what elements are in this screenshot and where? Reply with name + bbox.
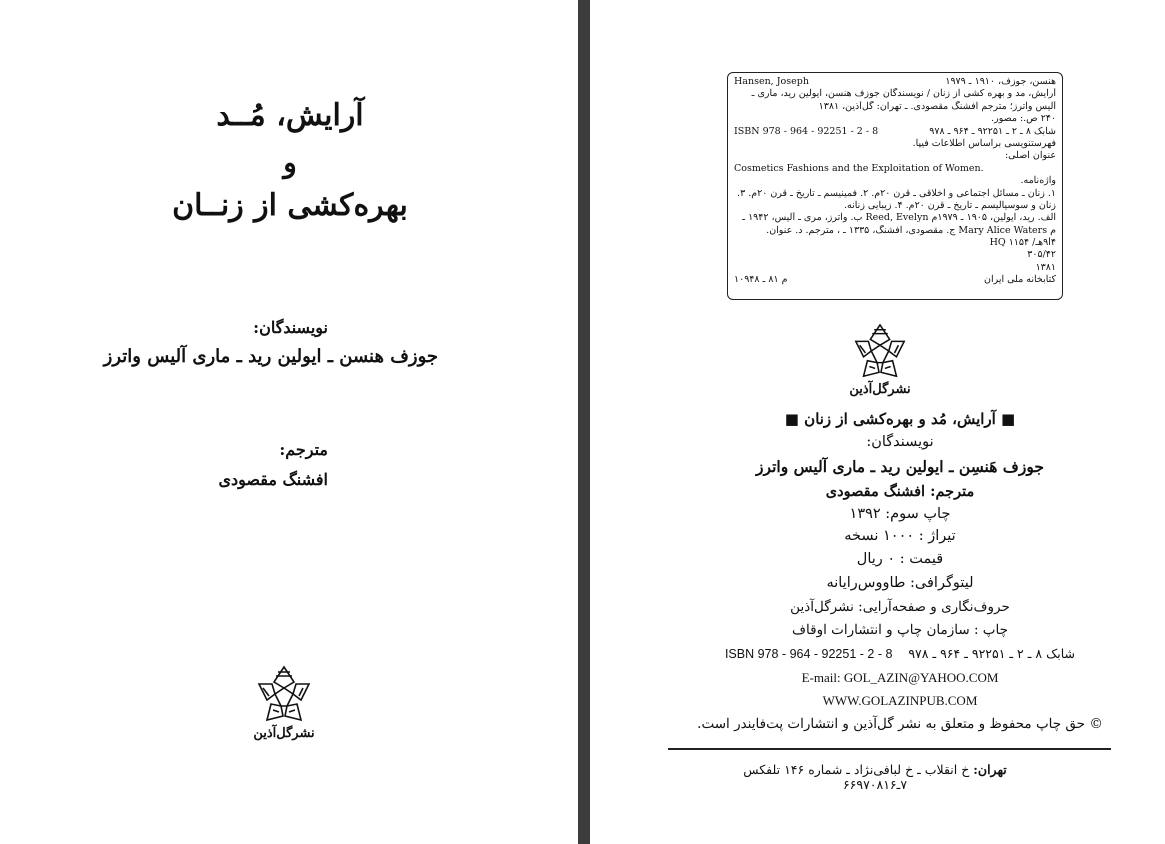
book-title-line-3: بهره‌کشی از زنــان xyxy=(172,188,408,223)
book-spine xyxy=(578,0,590,844)
cip-line: واژه‌نامه. xyxy=(1020,175,1056,187)
imprint-authors: جوزف هَنسِن ـ ایولین رید ـ ماری آلیس واترز xyxy=(756,457,1044,476)
cip-author-fa: هنسن، جوزف، ۱۹۱۰ ـ ۱۹۷۹ xyxy=(945,76,1056,87)
cip-line: فهرستنویسی براساس اطلاعات فیپا. xyxy=(912,137,1056,149)
book-star-logo-icon xyxy=(847,322,913,382)
cip-line: ۲۴۰ ص.: مصور. xyxy=(991,113,1056,125)
imprint-translator: مترجم: افشنگ مقصودی xyxy=(825,483,975,500)
imprint-isbn-en: ISBN 978 - 964 - 92251 - 2 - 8 xyxy=(724,647,893,661)
book-star-logo-icon xyxy=(251,664,317,726)
cip-author-latin: Hansen, Joseph xyxy=(734,76,809,87)
imprint-authors-label: نویسندگان: xyxy=(866,434,934,450)
imprint-edition: چاپ سوم: ۱۳۹۲ xyxy=(849,506,951,522)
right-page xyxy=(590,0,1165,844)
address-text: خ انقلاب ـ خ لبافی‌نژاد ـ شماره ۱۴۶ تلفکس ۷ـ۶۶۹۷۰۸۱۶ xyxy=(743,762,970,792)
publisher-logo xyxy=(840,322,920,397)
cip-line: ۱. زنان ـ مسائل اجتماعی و اخلاقی ـ قرن ۲۰م. ۲. فمینیسم ـ تاریخ ـ قرن ۲۰م. ۳. xyxy=(737,187,1056,199)
authors-label: نویسندگان: xyxy=(253,318,328,337)
address-city: تهران: xyxy=(973,762,1007,777)
cip-line: عنوان اصلی: xyxy=(1004,150,1056,162)
cip-line: آلیس واترز؛ مترجم افشنگ مقصودی. ـ تهران: گل‌آذین، ۱۳۸۱ xyxy=(818,100,1056,112)
cip-line: ۴آ۹هـ/ HQ ۱۱۵۴ xyxy=(989,237,1056,249)
copyright-icon: © xyxy=(1089,716,1103,732)
translator-name: افشنگ مقصودی xyxy=(218,470,328,489)
cip-record-box xyxy=(727,72,1063,300)
imprint-lithography: لیتوگرافی: طاووس‌رایانه xyxy=(826,575,974,591)
imprint-typesetting: حروف‌نگاری و صفحه‌آرایی: نشرگل‌آذین xyxy=(790,599,1010,615)
imprint-price: قیمت : ۰ ریال xyxy=(856,551,944,567)
publisher-logo-text: نشرگل‌آذین xyxy=(849,382,911,397)
copyright-text: حق چاپ محفوظ و متعلق به نشر گل‌آذین و انتشارات پت‌فایندر است. xyxy=(697,716,1086,732)
imprint-email: E-mail: GOL_AZIN@YAHOO.COM xyxy=(801,670,999,685)
cip-line: زنان و سوسیالیسم ـ تاریخ ـ قرن ۲۰م. ۴. زیبایی زنانه. xyxy=(844,199,1056,211)
authors-names: جوزف هنسن ـ ایولین رید ـ ماری آلیس واترز xyxy=(103,346,438,367)
imprint-isbn xyxy=(680,646,1120,661)
cip-record-number: م ۸۱ ـ ۱۰۹۴۸ xyxy=(734,274,788,286)
imprint-copyright xyxy=(680,716,1120,732)
imprint-printing: چاپ : سازمان چاپ و انتشارات اوقاف xyxy=(792,622,1008,638)
cip-line: ۳۰۵/۴۲ xyxy=(1027,249,1056,261)
cip-line: م Mary Alice Waters ج. مقصودی، افشنگ، ۱۳۳۵ ـ ، مترجم. د. عنوان. xyxy=(766,224,1056,236)
imprint-book-title: ■ آرایش، مُد و بهره‌کشی از زنان ■ xyxy=(784,410,1016,428)
publisher-logo-text: نشرگل‌آذین xyxy=(253,726,315,741)
cip-isbn-en: ISBN 978 - 964 - 92251 - 2 - 8 xyxy=(734,125,879,137)
cip-line: ۱۳۸۱ xyxy=(1035,261,1056,273)
book-title-line-2: و xyxy=(283,146,297,179)
imprint-isbn-fa: شابک ۸ ـ ۲ ـ ۹۲۲۵۱ ـ ۹۶۴ ـ ۹۷۸ xyxy=(908,646,1076,661)
cip-isbn-fa: شابک ۸ ـ ۲ ـ ۹۲۲۵۱ ـ ۹۶۴ ـ ۹۷۸ xyxy=(929,125,1056,137)
left-page xyxy=(0,0,578,844)
publisher-address xyxy=(720,762,1030,792)
cip-original-title: Cosmetics Fashions and the Exploitation of Women. xyxy=(734,162,984,174)
cip-line: الف. رید، ایولین، ۱۹۰۵ ـ ۱۹۷۹م Reed, Evelyn ب. واترز، مری ـ آلیس، ۱۹۴۲ ـ xyxy=(742,212,1056,224)
translator-label: مترجم: xyxy=(279,440,328,459)
book-title-line-1: آرایش، مُــد xyxy=(216,98,364,133)
imprint-website: WWW.GOLAZINPUB.COM xyxy=(822,693,978,708)
publisher-logo xyxy=(244,664,324,741)
cip-library-name: کتابخانه ملی ایران xyxy=(983,274,1056,286)
footer-divider xyxy=(668,748,1111,750)
imprint-print-run: تیراژ : ۱۰۰۰ نسخه xyxy=(844,528,956,544)
cip-line: آرایش، مد و بهره کشی از زنان / نویسندگان جوزف هنسن، ایولین رید، ماری ـ xyxy=(751,88,1056,100)
